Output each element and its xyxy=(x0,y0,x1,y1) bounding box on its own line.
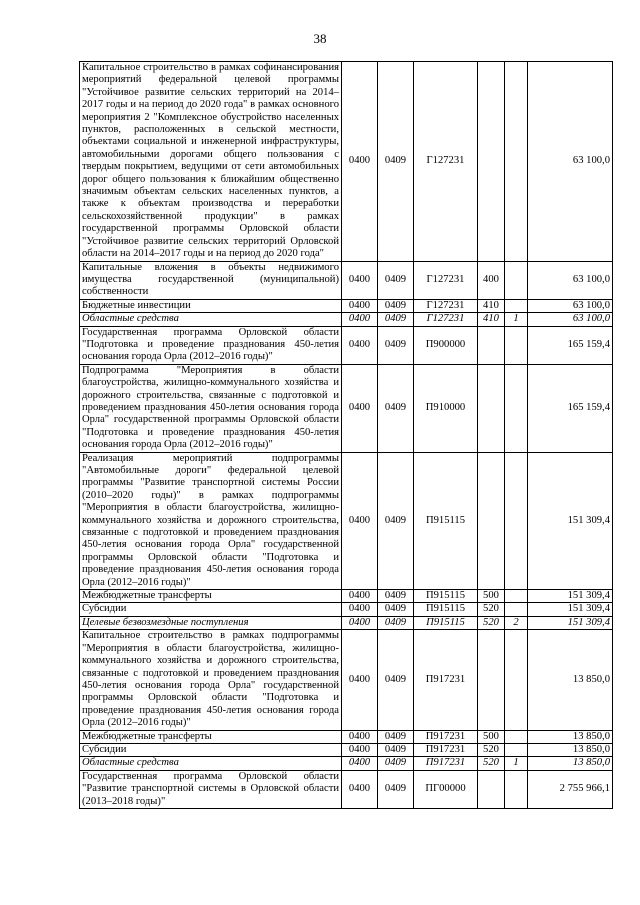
amount: 151 309,4 xyxy=(528,616,613,629)
row-name: Областные средства xyxy=(80,313,342,326)
expense-type-code: 500 xyxy=(478,730,505,743)
row-name: Целевые безвозмездные поступления xyxy=(80,616,342,629)
subsection-code: 0409 xyxy=(378,603,414,616)
row-name: Областные средства xyxy=(80,757,342,770)
row-name: Государственная программа Орловской области "Подготовка и проведение празднования 450-летия основания города Орла (2012–2016 годы)" xyxy=(80,326,342,364)
section-code: 0400 xyxy=(342,603,378,616)
budget-table xyxy=(79,61,613,809)
amount: 63 100,0 xyxy=(528,299,613,312)
funding-source-code xyxy=(505,630,528,730)
table-row xyxy=(80,326,613,364)
table-row xyxy=(80,603,613,616)
subsection-code: 0409 xyxy=(378,364,414,452)
expense-type-code: 520 xyxy=(478,616,505,629)
amount: 165 159,4 xyxy=(528,326,613,364)
subsection-code: 0409 xyxy=(378,326,414,364)
target-article-code: ПГ00000 xyxy=(414,770,478,808)
row-name: Подпрограмма "Мероприятия в области благоустройства, жилищно-коммунального хозяйства и дорожного строительства, связанные с подготовкой и проведением празднования 450-летия основания города Орла" государственной программы Орловской области "Подготовка и проведение празднования 450-летия основания города Орла (2012–2016 годы)" xyxy=(80,364,342,452)
target-article-code: Г127231 xyxy=(414,299,478,312)
section-code: 0400 xyxy=(342,743,378,756)
target-article-code: П900000 xyxy=(414,326,478,364)
target-article-code: Г127231 xyxy=(414,62,478,262)
row-name: Межбюджетные трансферты xyxy=(80,730,342,743)
expense-type-code xyxy=(478,770,505,808)
table-row xyxy=(80,364,613,452)
page-number: 38 xyxy=(313,31,327,46)
target-article-code: П915115 xyxy=(414,603,478,616)
row-name: Субсидии xyxy=(80,743,342,756)
row-name: Капитальные вложения в объекты недвижимого имущества государственной (муниципальной) собственности xyxy=(80,261,342,299)
amount: 63 100,0 xyxy=(528,261,613,299)
subsection-code: 0409 xyxy=(378,616,414,629)
row-name: Капитальное строительство в рамках софинансирования мероприятий федеральной целевой программы "Устойчивое развитие сельских территорий на 2014–2017 годы и на период до 2020 года" в рамках основного мероприятия 2 "Комплексное обустройство населенных пунктов, расположенных в сельской местности, объектами социальной и инженерной инфраструктуры, автомобильными дорогами общего пользования с твердым покрытием, ведущими от сети автомобильных дорог общего пользования к ближайшим общественно значимым объектам сельских населенных пунктов, а также к объектам производства и переработки сельскохозяйственной продукции" в рамках государственной программы Орловской области "Устойчивое развитие сельских территорий Орловской области на 2014–2017 годы и на период до 2020 года" xyxy=(80,62,342,262)
funding-source-code xyxy=(505,261,528,299)
table-row xyxy=(80,630,613,730)
expense-type-code: 400 xyxy=(478,261,505,299)
subsection-code: 0409 xyxy=(378,62,414,262)
section-code: 0400 xyxy=(342,313,378,326)
row-name: Межбюджетные трансферты xyxy=(80,590,342,603)
expense-type-code: 520 xyxy=(478,757,505,770)
table-row xyxy=(80,730,613,743)
amount: 151 309,4 xyxy=(528,603,613,616)
section-code: 0400 xyxy=(342,616,378,629)
amount: 13 850,0 xyxy=(528,730,613,743)
funding-source-code xyxy=(505,452,528,589)
section-code: 0400 xyxy=(342,770,378,808)
table-row xyxy=(80,452,613,589)
table-row xyxy=(80,62,613,262)
amount: 2 755 966,1 xyxy=(528,770,613,808)
section-code: 0400 xyxy=(342,757,378,770)
table-row xyxy=(80,313,613,326)
funding-source-code xyxy=(505,743,528,756)
expense-type-code xyxy=(478,630,505,730)
target-article-code: Г127231 xyxy=(414,313,478,326)
section-code: 0400 xyxy=(342,730,378,743)
funding-source-code xyxy=(505,364,528,452)
table-row xyxy=(80,743,613,756)
section-code: 0400 xyxy=(342,364,378,452)
target-article-code: Г127231 xyxy=(414,261,478,299)
row-name: Реализация мероприятий подпрограммы "Автомобильные дороги" федеральной целевой программы "Развитие транспортной системы России (2010–2020 годы)" в рамках подпрограммы "Мероприятия в области благоустройства, жилищно-коммунального хозяйства и дорожного строительства, связанные с подготовкой и проведением празднования 450-летия основания города Орла" государственной программы Орловской области "Подготовка и проведение празднования 450-летия основания города Орла (2012–2016 годы)" xyxy=(80,452,342,589)
target-article-code: П915115 xyxy=(414,616,478,629)
funding-source-code: 2 xyxy=(505,616,528,629)
expense-type-code: 520 xyxy=(478,603,505,616)
subsection-code: 0409 xyxy=(378,452,414,589)
funding-source-code xyxy=(505,770,528,808)
amount: 151 309,4 xyxy=(528,590,613,603)
funding-source-code: 1 xyxy=(505,757,528,770)
amount: 165 159,4 xyxy=(528,364,613,452)
subsection-code: 0409 xyxy=(378,757,414,770)
row-name: Государственная программа Орловской области "Развитие транспортной системы в Орловской области (2013–2018 годы)" xyxy=(80,770,342,808)
funding-source-code xyxy=(505,62,528,262)
funding-source-code: 1 xyxy=(505,313,528,326)
amount: 13 850,0 xyxy=(528,757,613,770)
funding-source-code xyxy=(505,326,528,364)
target-article-code: П910000 xyxy=(414,364,478,452)
target-article-code: П917231 xyxy=(414,630,478,730)
table-row xyxy=(80,757,613,770)
expense-type-code xyxy=(478,326,505,364)
section-code: 0400 xyxy=(342,590,378,603)
table-row xyxy=(80,590,613,603)
funding-source-code xyxy=(505,590,528,603)
row-name: Капитальное строительство в рамках подпрограммы "Мероприятия в области благоустройства, жилищно-коммунального хозяйства и дорожного строительства, связанные с подготовкой и проведением празднования 450-летия основания города Орла" государственной программы Орловской области "Подготовка и проведение празднования 450-летия основания города Орла (2012–2016 годы)" xyxy=(80,630,342,730)
expense-type-code xyxy=(478,452,505,589)
subsection-code: 0409 xyxy=(378,590,414,603)
subsection-code: 0409 xyxy=(378,770,414,808)
expense-type-code xyxy=(478,62,505,262)
section-code: 0400 xyxy=(342,452,378,589)
subsection-code: 0409 xyxy=(378,313,414,326)
amount: 13 850,0 xyxy=(528,743,613,756)
amount: 63 100,0 xyxy=(528,62,613,262)
amount: 63 100,0 xyxy=(528,313,613,326)
section-code: 0400 xyxy=(342,261,378,299)
table-body xyxy=(80,62,613,809)
expense-type-code: 520 xyxy=(478,743,505,756)
subsection-code: 0409 xyxy=(378,630,414,730)
section-code: 0400 xyxy=(342,299,378,312)
expense-type-code: 500 xyxy=(478,590,505,603)
amount: 151 309,4 xyxy=(528,452,613,589)
subsection-code: 0409 xyxy=(378,261,414,299)
subsection-code: 0409 xyxy=(378,299,414,312)
subsection-code: 0409 xyxy=(378,730,414,743)
row-name: Бюджетные инвестиции xyxy=(80,299,342,312)
table-row xyxy=(80,616,613,629)
expense-type-code: 410 xyxy=(478,313,505,326)
table-row xyxy=(80,299,613,312)
section-code: 0400 xyxy=(342,62,378,262)
funding-source-code xyxy=(505,603,528,616)
target-article-code: П915115 xyxy=(414,452,478,589)
amount: 13 850,0 xyxy=(528,630,613,730)
section-code: 0400 xyxy=(342,630,378,730)
target-article-code: П917231 xyxy=(414,743,478,756)
expense-type-code xyxy=(478,364,505,452)
expense-type-code: 410 xyxy=(478,299,505,312)
target-article-code: П915115 xyxy=(414,590,478,603)
target-article-code: П917231 xyxy=(414,730,478,743)
row-name: Субсидии xyxy=(80,603,342,616)
subsection-code: 0409 xyxy=(378,743,414,756)
target-article-code: П917231 xyxy=(414,757,478,770)
funding-source-code xyxy=(505,299,528,312)
table-row xyxy=(80,261,613,299)
funding-source-code xyxy=(505,730,528,743)
table-row xyxy=(80,770,613,808)
section-code: 0400 xyxy=(342,326,378,364)
